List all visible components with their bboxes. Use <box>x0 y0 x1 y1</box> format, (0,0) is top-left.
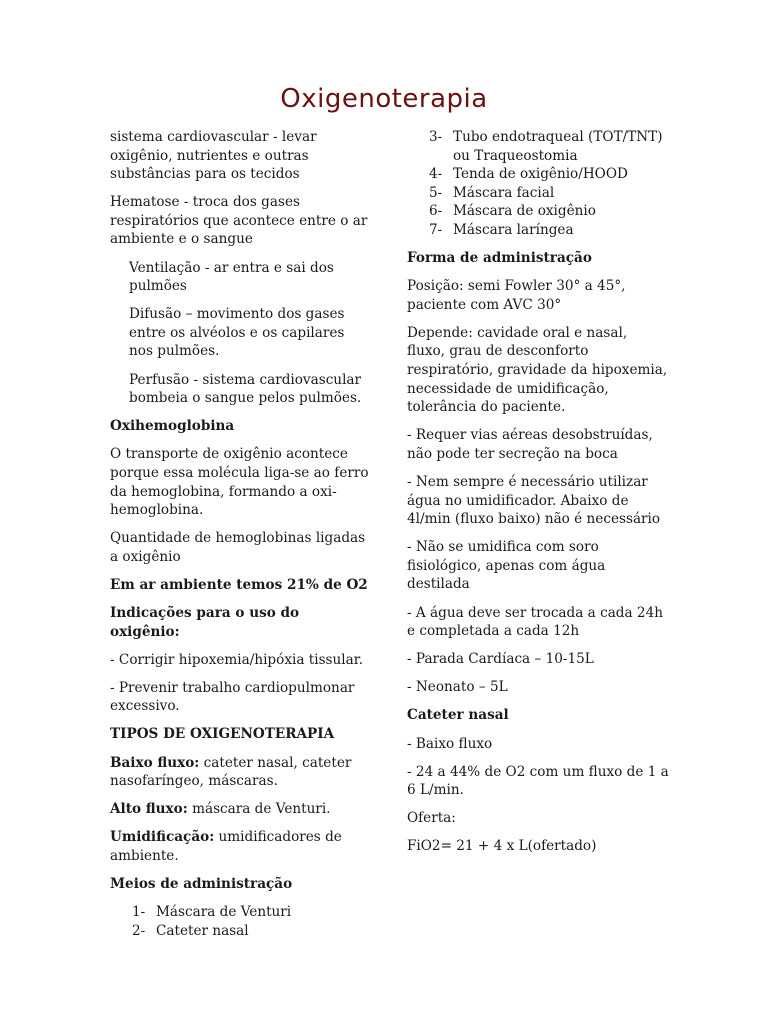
heading-indicacoes: Indicações para o uso do oxigênio: <box>110 604 300 640</box>
paragraph-quantidade: Quantidade de hemoglobinas ligadas a oxigênio <box>110 530 366 565</box>
paragraph-oxihemoglobina: O transporte de oxigênio acontece porque essa molécula liga-se ao ferro da hemoglobina, formando a oxi-hemoglobina. <box>110 446 369 519</box>
list-item <box>407 184 669 203</box>
paragraph-alto-fluxo <box>110 800 372 819</box>
list-meios-continued <box>407 128 669 240</box>
list-item <box>407 165 669 184</box>
list-text: Tenda de oxigênio/HOOD <box>453 166 628 183</box>
paragraph-hematose: Hematose - troca dos gases respiratórios que acontece entre o ar ambiente e o sangue <box>110 194 368 248</box>
list-number: 7- <box>429 221 443 238</box>
heading-tipos: TIPOS DE OXIGENOTERAPIA <box>110 726 335 743</box>
list-number: 5- <box>429 184 443 201</box>
paragraph-ar-ambiente: Em ar ambiente temos 21% de O2 <box>110 576 368 593</box>
list-item <box>407 128 669 165</box>
heading-meios: Meios de administração <box>110 876 293 892</box>
paragraph-vias: - Requer vias aéreas desobstruídas, não pode ter secreção na boca <box>407 427 653 462</box>
paragraph-umidificacao <box>110 828 372 865</box>
paragraph-sistema-cardiovascular: sistema cardiovascular - levar oxigênio, nutrientes e outras substâncias para os tecidos <box>110 129 317 183</box>
list-text: Máscara de Venturi <box>156 904 292 921</box>
paragraph-percentual: - 24 a 44% de O2 com um fluxo de 1 a 6 L/min. <box>407 763 669 799</box>
heading-cateter-nasal: Cateter nasal <box>407 707 509 724</box>
list-meios <box>110 903 372 940</box>
paragraph-baixo-fluxo-2: - Baixo fluxo <box>407 735 493 752</box>
paragraph-troca: - A água deve ser trocada a cada 24h e completada a cada 12h <box>407 604 663 640</box>
paragraph-agua: - Nem sempre é necessário utilizar água no umidificador. Abaixo de 4l/min (fluxo baixo) não é necessário <box>407 474 661 528</box>
page-title: Oxigenoterapia <box>280 84 488 114</box>
paragraph-indicacao-2: - Prevenir trabalho cardiopulmonar excessivo. <box>110 679 355 715</box>
right-column <box>407 128 669 866</box>
list-text: Máscara de oxigênio <box>453 203 596 220</box>
paragraph-ventilacao: Ventilação - ar entra e sai dos pulmões <box>129 259 334 295</box>
list-item <box>407 221 669 240</box>
list-number: 4- <box>429 166 443 183</box>
paragraph-oferta: Oferta: <box>407 810 456 827</box>
list-number: 1- <box>132 904 146 921</box>
label-baixo-fluxo: Baixo fluxo: <box>110 754 200 771</box>
list-item <box>407 202 669 221</box>
list-item <box>110 903 372 922</box>
list-text: Máscara facial <box>453 184 555 201</box>
heading-oxihemoglobina: Oxihemoglobina <box>110 418 235 435</box>
paragraph-soro: - Não se umidifica com soro fisiológico, apenas com água destilada <box>407 539 606 593</box>
left-column <box>110 128 372 950</box>
paragraph-indicacao-1: - Corrigir hipoxemia/hipóxia tissular. <box>110 651 364 668</box>
label-umidificacao: Umidificação: <box>110 829 215 846</box>
paragraph-difusao: Difusão – movimento dos gases entre os alvéolos e os capilares nos pulmões. <box>129 306 345 360</box>
paragraph-baixo-fluxo <box>110 754 372 791</box>
list-number: 6- <box>429 203 443 220</box>
paragraph-depende: Depende: cavidade oral e nasal, fluxo, grau de desconforto respiratório, gravidade da hipoxemia, necessidade de umidificação, tolerância do paciente. <box>407 324 668 416</box>
paragraph-parada: - Parada Cardíaca – 10-15L <box>407 651 594 668</box>
text-baixo-fluxo: cateter nasal, cateter nasofaríngeo, máscaras. <box>110 754 352 790</box>
label-alto-fluxo: Alto fluxo: <box>110 801 188 818</box>
list-item <box>110 922 372 941</box>
list-text: Máscara laríngea <box>453 221 574 238</box>
list-number: 3- <box>429 129 443 145</box>
paragraph-posicao: Posição: semi Fowler 30° a 45°, paciente com AVC 30° <box>407 278 626 313</box>
list-number: 2- <box>132 922 146 939</box>
paragraph-perfusao: Perfusão - sistema cardiovascular bombeia o sangue pelos pulmões. <box>129 371 362 407</box>
list-text: Cateter nasal <box>156 922 249 939</box>
paragraph-neonato: - Neonato – 5L <box>407 679 508 696</box>
heading-forma-administracao: Forma de administração <box>407 250 592 267</box>
list-text: Tubo endotraqueal (TOT/TNT) ou Traqueostomia <box>453 129 663 164</box>
paragraph-fio2: FiO2= 21 + 4 x L(ofertado) <box>407 838 597 855</box>
text-alto-fluxo: máscara de Venturi. <box>187 801 331 818</box>
text-umidificacao: umidificadores de ambiente. <box>110 829 342 864</box>
